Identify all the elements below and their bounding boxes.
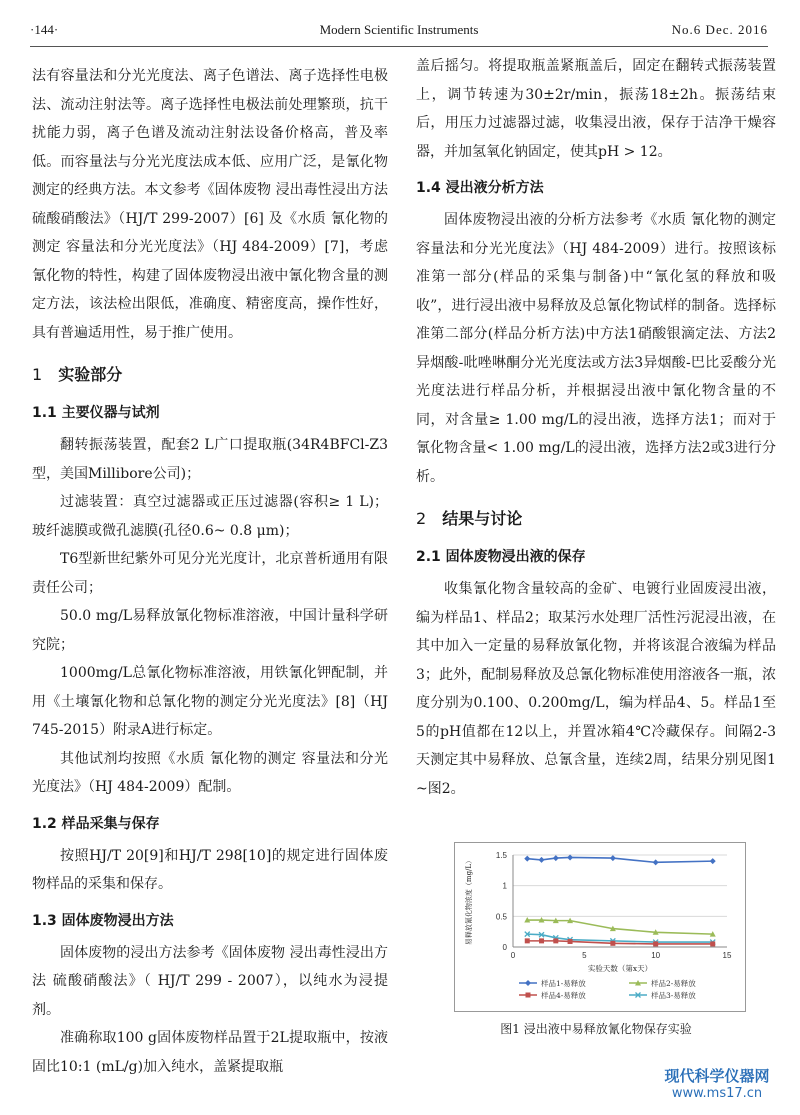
paragraph: 收集氰化物含量较高的金矿、电镀行业固废浸出液，编为样品1、样品2；取某污水处理厂活性污泥浸出液，在其中加入一定量的易释放氰化物，并将该混合液编为样品3；此外，配制易释放及总氰化物标准使用溶液各一瓶，浓度分别为0.100、0.200mg/L，编为样品4、5。样品1至5的pH值都在12以上，并置冰箱4℃冷藏保存。间隔2-3天测定其中易释放、总氰含量，连续2周，结果分别见图1 ~图2。 <box>416 581 776 797</box>
data-point <box>710 941 715 946</box>
data-point <box>525 980 531 986</box>
intro-paragraph: 法有容量法和分光光度法、离子色谱法、离子选择性电极法、流动注射法等。离子选择性电极法前处理繁琐，抗干扰能力弱，离子色谱及流动注射法设备价格高，普及率低。而容量法与分光光度法成本低、应用广泛，是氰化物测定的经典方法。本文参考《固体废物 浸出毒性浸出方法 硫酸硝酸法》（HJ/T 299-2007）[6] 及《水质 氰化物的测定 容量法和分光光度法》（HJ 484-2009）[7]，考虑氰化物的特性，构建了固体废物浸出液中氰化物含量的测定方法，该法检出限低，准确度、精密度高，操作性好，具有普遍适用性，易于推广使用。 <box>32 68 388 341</box>
y-tick-label: 0.5 <box>495 912 507 922</box>
legend-label: 样品3-易释放 <box>651 991 696 1000</box>
watermark-logo <box>654 1065 780 1101</box>
data-point <box>553 938 558 943</box>
y-tick-label: 0 <box>502 943 507 952</box>
data-point <box>524 856 530 862</box>
data-point <box>539 938 544 943</box>
paragraph: 按照HJ/T 20[9]和HJ/T 298[10]的规定进行固体废物样品的采集和保存。 <box>32 847 388 892</box>
data-point <box>568 939 573 944</box>
paragraph: 1000mg/L总氰化物标准溶液，用铁氰化钾配制，并用《土壤氰化物和总氰化物的测定分光光度法》[8]（HJ 745-2015）附录A进行标定。 <box>32 665 388 738</box>
data-point <box>539 857 545 863</box>
section-number: 1 <box>32 365 43 384</box>
data-point <box>610 941 615 946</box>
section-1-4-heading: 1.4 浸出液分析方法 <box>416 180 544 196</box>
data-point <box>610 855 616 861</box>
data-point <box>525 938 530 943</box>
x-tick-label: 10 <box>651 951 661 960</box>
y-axis-label: 易释放氰化物浓度（mg/L） <box>465 856 473 946</box>
line-chart <box>455 843 745 1011</box>
data-point <box>553 855 559 861</box>
section-1-2-heading: 1.2 样品采集与保存 <box>32 815 160 832</box>
paragraph: 翻转振荡装置，配套2 L广口提取瓶(34R4BFCl-Z3型，美国Millibore公司)； <box>32 437 388 482</box>
x-tick-label: 15 <box>722 951 732 960</box>
paragraph: T6型新世纪紫外可见分光光度计，北京普析通用有限责任公司； <box>32 551 388 596</box>
section-1-heading <box>32 361 388 389</box>
y-tick-label: 1.5 <box>495 851 507 860</box>
section-1-3-heading: 1.3 固体废物浸出方法 <box>32 912 174 929</box>
figure-1-chart <box>454 842 746 1012</box>
y-tick-label: 1 <box>502 881 507 891</box>
paragraph: 盖后摇匀。将提取瓶盖紧瓶盖后，固定在翻转式振荡装置上，调节转速为30±2r/min，振荡18±2h。振荡结束后，用压力过滤器过滤，收集浸出液，保存于洁净干燥容器，并加氢氧化钠固定，使其pH > 12。 <box>416 58 776 160</box>
legend-label: 样品2-易释放 <box>651 979 696 988</box>
section-number: 2 <box>416 509 427 528</box>
section-1-1-heading: 1.1 主要仪器与试剂 <box>32 405 160 421</box>
header-rule <box>30 46 768 47</box>
right-column <box>416 52 776 803</box>
paragraph: 50.0 mg/L易释放氰化物标准溶液，中国计量科学研究院； <box>32 608 388 653</box>
journal-name: Modern Scientific Instruments <box>319 22 479 37</box>
paragraph: 准确称取100 g固体废物样品置于2L提取瓶中，按液固比10:1 (mL/g)加入纯水，盖紧提取瓶 <box>32 1030 388 1075</box>
legend-label: 样品4-易释放 <box>541 991 586 1000</box>
paragraph: 过滤装置：真空过滤器或正压过滤器(容积≥ 1 L)；玻纤滤膜或微孔滤膜(孔径0.6~ 0.8 μm)； <box>32 494 388 539</box>
watermark-title: 现代科学仪器网 <box>664 1067 770 1085</box>
section-2-heading <box>416 505 776 533</box>
data-point <box>653 859 659 865</box>
left-column <box>32 62 388 1081</box>
paragraph: 固体废物浸出液的分析方法参考《水质 氰化物的测定 容量法和分光光度法》（HJ 484-2009）进行。按照该标准第一部分(样品的采集与制备)中“氰化氢的释放和吸收”，进行浸出液中易释放及总氰化物试样的制备。选择标准第二部分(样品分析方法)中方法1硝酸银滴定法、方法2异烟酸-吡唑啉酮分光光度法或方法3异烟酸-巴比妥酸分光光度法进行样品分析，并根据浸出液中氰化物含量的不同，对含量≥ 1.00 mg/L的浸出液，选择方法1；而对于氰化物含量< 1.00 mg/L的浸出液，选择方法2或3进行分析。 <box>416 212 776 485</box>
section-title: 实验部分 <box>58 365 123 384</box>
page-header <box>30 22 768 42</box>
legend-label: 样品1-易释放 <box>541 979 586 988</box>
section-title: 结果与讨论 <box>442 509 523 528</box>
data-point <box>653 941 658 946</box>
section-2-1-heading: 2.1 固体废物浸出液的保存 <box>416 549 586 565</box>
paragraph: 固体废物的浸出方法参考《固体废物 浸出毒性浸出方法 硫酸硝酸法》（ HJ/T 299 - 2007），以纯水为浸提剂。 <box>32 944 388 1018</box>
watermark-url: www.ms17.cn <box>671 1086 763 1101</box>
data-point <box>710 858 716 864</box>
x-axis-label: 实验天数（第x天） <box>587 964 653 973</box>
data-point <box>526 993 531 998</box>
figure-caption: 图1 浸出液中易释放氰化物保存实验 <box>500 1022 692 1036</box>
paragraph: 其他试剂均按照《水质 氰化物的测定 容量法和分光光度法》（HJ 484-2009）配制。 <box>32 750 388 795</box>
x-tick-label: 5 <box>582 951 587 960</box>
page-number: ·144· <box>30 22 59 37</box>
x-tick-label: 0 <box>510 951 516 960</box>
issue-info: No.6 Dec. 2016 <box>671 22 768 37</box>
